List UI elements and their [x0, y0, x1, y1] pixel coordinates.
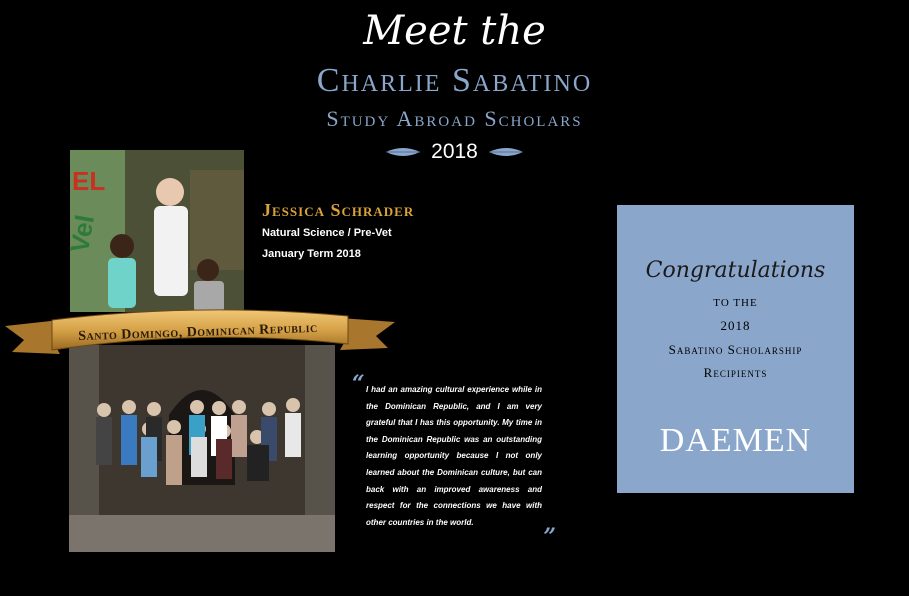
location-label: Santo Domingo, Dominican Republic	[78, 320, 318, 345]
student-quote	[352, 371, 556, 550]
quote-text: I had an amazing cultural experience while in the Dominican Republic, and I am very grateful that I has this opportunity. My time in the Dominican Republic was an outstanding learning opportunity because I not only learned about the Dominican culture, but can back with an improved awareness and respect for the connections we have with other countries in the world.	[366, 385, 542, 527]
student-term: January Term 2018	[262, 248, 361, 260]
svg-text:EL: EL	[72, 166, 106, 196]
congrats-year: 2018	[720, 318, 751, 333]
feather-left-icon	[385, 146, 421, 158]
program-subtitle: Study Abroad Scholars	[326, 106, 583, 131]
feather-right-icon	[488, 146, 524, 158]
congrats-line1: Sabatino Scholarship	[668, 342, 803, 357]
group-photo	[69, 345, 335, 552]
program-name: Charlie Sabatino	[316, 62, 593, 99]
student-photo	[63, 150, 244, 312]
open-quote-icon: “	[352, 371, 365, 397]
congrats-to-the: TO THE	[713, 297, 758, 309]
close-quote-icon: ”	[543, 523, 556, 550]
student-name: Jessica Schrader	[262, 200, 415, 220]
header-year: 2018	[431, 140, 478, 163]
student-major: Natural Science / Pre-Vet	[262, 227, 392, 239]
meet-the-heading: Meet the	[363, 8, 546, 54]
daemen-logo: DAEMEN	[659, 422, 812, 459]
congrats-line2: Recipients	[703, 365, 768, 380]
svg-text:Vel: Vel	[63, 212, 101, 255]
congrats-heading: Congratulations	[645, 258, 826, 283]
